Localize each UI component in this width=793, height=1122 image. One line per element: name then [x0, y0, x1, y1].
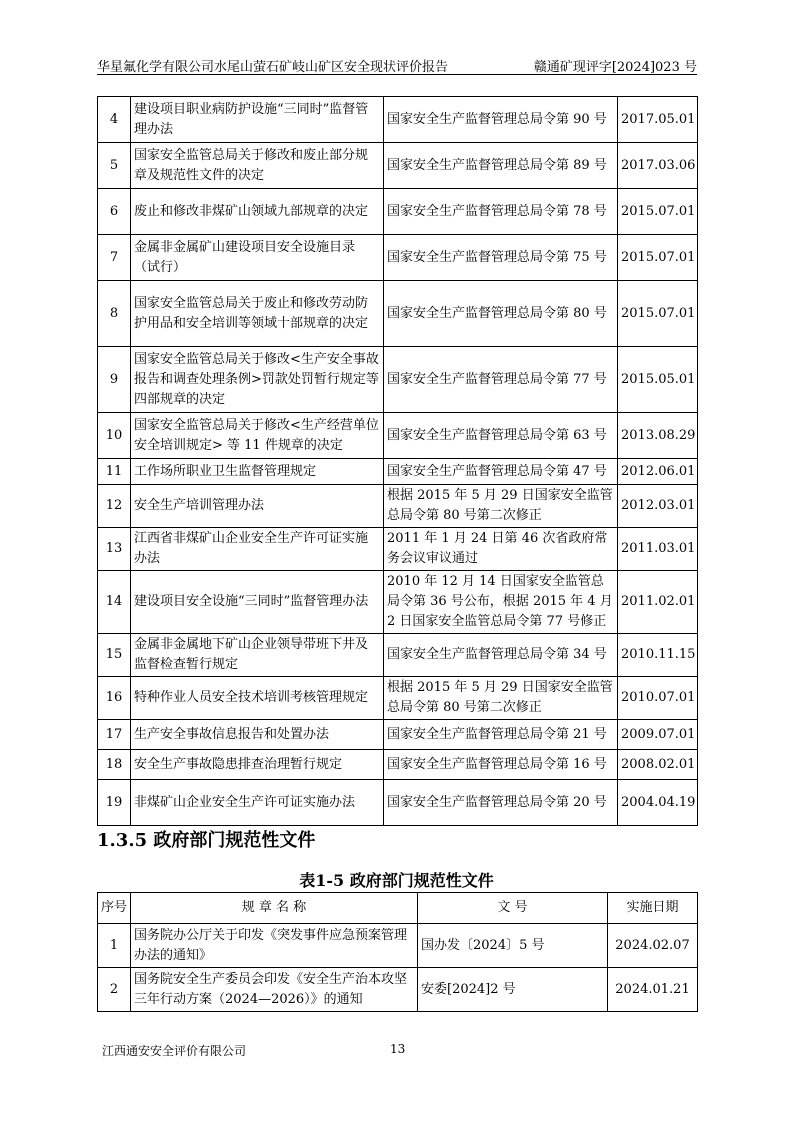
row-date: 2011.02.01: [618, 571, 698, 634]
row-doc-number: 国家安全生产监督管理总局令第 89 号: [384, 143, 618, 189]
row-doc-number: 国家安全生产监督管理总局令第 47 号: [384, 459, 618, 485]
row-date: 2024.01.21: [608, 968, 698, 1012]
row-name: 工作场所职业卫生监督管理规定: [131, 459, 384, 485]
row-doc-number: 国家安全生产监督管理总局令第 63 号: [384, 413, 618, 459]
normative-table-body: [98, 924, 698, 1012]
row-doc-number: 2010 年 12 月 14 日国家安全监管总局令第 36 号公布，根据 2015 年 4 月 2 日国家安全监管总局令第 77 号修正: [384, 571, 618, 634]
header-no: 序号: [98, 893, 131, 924]
row-date: 2011.03.01: [618, 528, 698, 571]
row-date: 2015.05.01: [618, 347, 698, 413]
row-number: 5: [98, 143, 131, 189]
row-date: 2009.07.01: [618, 720, 698, 750]
row-number: 7: [98, 235, 131, 281]
row-name: 安全生产培训管理办法: [131, 485, 384, 528]
table-row: [98, 720, 698, 750]
row-number: 13: [98, 528, 131, 571]
row-date: 2015.07.01: [618, 189, 698, 235]
row-name: 国家安全监管总局关于修改<生产经营单位安全培训规定> 等 11 件规章的决定: [131, 413, 384, 459]
row-number: 8: [98, 281, 131, 347]
header-name: 规 章 名 称: [131, 893, 418, 924]
table-row: [98, 235, 698, 281]
row-name: 国务院安全生产委员会印发《安全生产治本攻坚三年行动方案（2024—2026）》的通知: [131, 968, 418, 1012]
row-doc-number: 国家安全生产监督管理总局令第 75 号: [384, 235, 618, 281]
row-name: 江西省非煤矿山企业安全生产许可证实施办法: [131, 528, 384, 571]
row-number: 4: [98, 97, 131, 143]
row-number: 17: [98, 720, 131, 750]
row-doc-number: 2011 年 1 月 24 日第 46 次省政府常务会议审议通过: [384, 528, 618, 571]
regulations-table-body: [98, 97, 698, 826]
table-row: [98, 677, 698, 720]
header-date: 实施日期: [608, 893, 698, 924]
row-date: 2010.11.15: [618, 634, 698, 677]
row-name: 废止和修改非煤矿山领域九部规章的决定: [131, 189, 384, 235]
table-row: [98, 413, 698, 459]
row-date: 2017.05.01: [618, 97, 698, 143]
header-divider: [97, 74, 697, 75]
row-date: 2015.07.01: [618, 281, 698, 347]
row-name: 非煤矿山企业安全生产许可证实施办法: [131, 780, 384, 826]
regulations-table: [97, 96, 698, 826]
row-doc-number: 根据 2015 年 5 月 29 日国家安全监管总局令第 80 号第二次修正: [384, 485, 618, 528]
row-doc-number: 根据 2015 年 5 月 29 日国家安全监管总局令第 80 号第二次修正: [384, 677, 618, 720]
table-row: [98, 281, 698, 347]
table-row: [98, 780, 698, 826]
table-row: [98, 97, 698, 143]
table-row: [98, 968, 698, 1012]
header-doc: 文 号: [418, 893, 608, 924]
row-number: 18: [98, 750, 131, 780]
normative-documents-table: [97, 892, 698, 1012]
header-report-title: 华星氟化学有限公司水尾山萤石矿岐山矿区安全现状评价报告: [97, 60, 449, 75]
table-row: [98, 634, 698, 677]
row-name: 建设项目职业病防护设施“三同时”监督管理办法: [131, 97, 384, 143]
row-name: 安全生产事故隐患排查治理暂行规定: [131, 750, 384, 780]
row-date: 2012.06.01: [618, 459, 698, 485]
row-number: 19: [98, 780, 131, 826]
row-name: 特种作业人员安全技术培训考核管理规定: [131, 677, 384, 720]
row-date: 2008.02.01: [618, 750, 698, 780]
row-date: 2015.07.01: [618, 235, 698, 281]
row-number: 9: [98, 347, 131, 413]
row-name: 国家安全监管总局关于废止和修改劳动防护用品和安全培训等领域十部规章的决定: [131, 281, 384, 347]
row-doc-number: 国家安全生产监督管理总局令第 80 号: [384, 281, 618, 347]
table-row: [98, 347, 698, 413]
table-row: [98, 189, 698, 235]
footer-company: 江西通安安全评价有限公司: [102, 1044, 247, 1058]
table-row: [98, 750, 698, 780]
row-date: 2004.04.19: [618, 780, 698, 826]
table-row: [98, 571, 698, 634]
row-name: 国家安全监管总局关于修改和废止部分规章及规范性文件的决定: [131, 143, 384, 189]
row-doc-number: 国办发〔2024〕5 号: [418, 924, 608, 968]
row-doc-number: 国家安全生产监督管理总局令第 20 号: [384, 780, 618, 826]
table-row: [98, 143, 698, 189]
page-header: [97, 56, 697, 74]
page-number: 13: [390, 1042, 406, 1056]
table-caption: 表1-5 政府部门规范性文件: [299, 871, 494, 890]
row-doc-number: 国家安全生产监督管理总局令第 78 号: [384, 189, 618, 235]
table-row: [98, 924, 698, 968]
row-doc-number: 国家安全生产监督管理总局令第 21 号: [384, 720, 618, 750]
row-doc-number: 国家安全生产监督管理总局令第 90 号: [384, 97, 618, 143]
row-number: 14: [98, 571, 131, 634]
row-date: 2012.03.01: [618, 485, 698, 528]
row-number: 6: [98, 189, 131, 235]
row-number: 15: [98, 634, 131, 677]
row-number: 2: [98, 968, 131, 1012]
table-row: [98, 459, 698, 485]
row-doc-number: 国家安全生产监督管理总局令第 77 号: [384, 347, 618, 413]
table-header-row: [98, 893, 698, 924]
table-row: [98, 485, 698, 528]
row-name: 金属非金属地下矿山企业领导带班下井及监督检查暂行规定: [131, 634, 384, 677]
row-number: 16: [98, 677, 131, 720]
table-row: [98, 528, 698, 571]
row-name: 国务院办公厅关于印发《突发事件应急预案管理办法的通知》: [131, 924, 418, 968]
row-number: 12: [98, 485, 131, 528]
row-date: 2013.08.29: [618, 413, 698, 459]
row-date: 2024.02.07: [608, 924, 698, 968]
row-name: 生产安全事故信息报告和处置办法: [131, 720, 384, 750]
row-date: 2017.03.06: [618, 143, 698, 189]
row-number: 1: [98, 924, 131, 968]
row-doc-number: 安委[2024]2 号: [418, 968, 608, 1012]
row-doc-number: 国家安全生产监督管理总局令第 16 号: [384, 750, 618, 780]
section-heading: 1.3.5 政府部门规范性文件: [97, 830, 316, 851]
row-name: 金属非金属矿山建设项目安全设施目录（试行）: [131, 235, 384, 281]
row-date: 2010.07.01: [618, 677, 698, 720]
row-number: 10: [98, 413, 131, 459]
row-name: 建设项目安全设施“三同时”监督管理办法: [131, 571, 384, 634]
row-number: 11: [98, 459, 131, 485]
row-doc-number: 国家安全生产监督管理总局令第 34 号: [384, 634, 618, 677]
header-report-number: 赣通矿现评字[2024]023 号: [533, 60, 697, 75]
row-name: 国家安全监管总局关于修改<生产安全事故报告和调查处理条例>罚款处罚暂行规定等四部规章的决定: [131, 347, 384, 413]
